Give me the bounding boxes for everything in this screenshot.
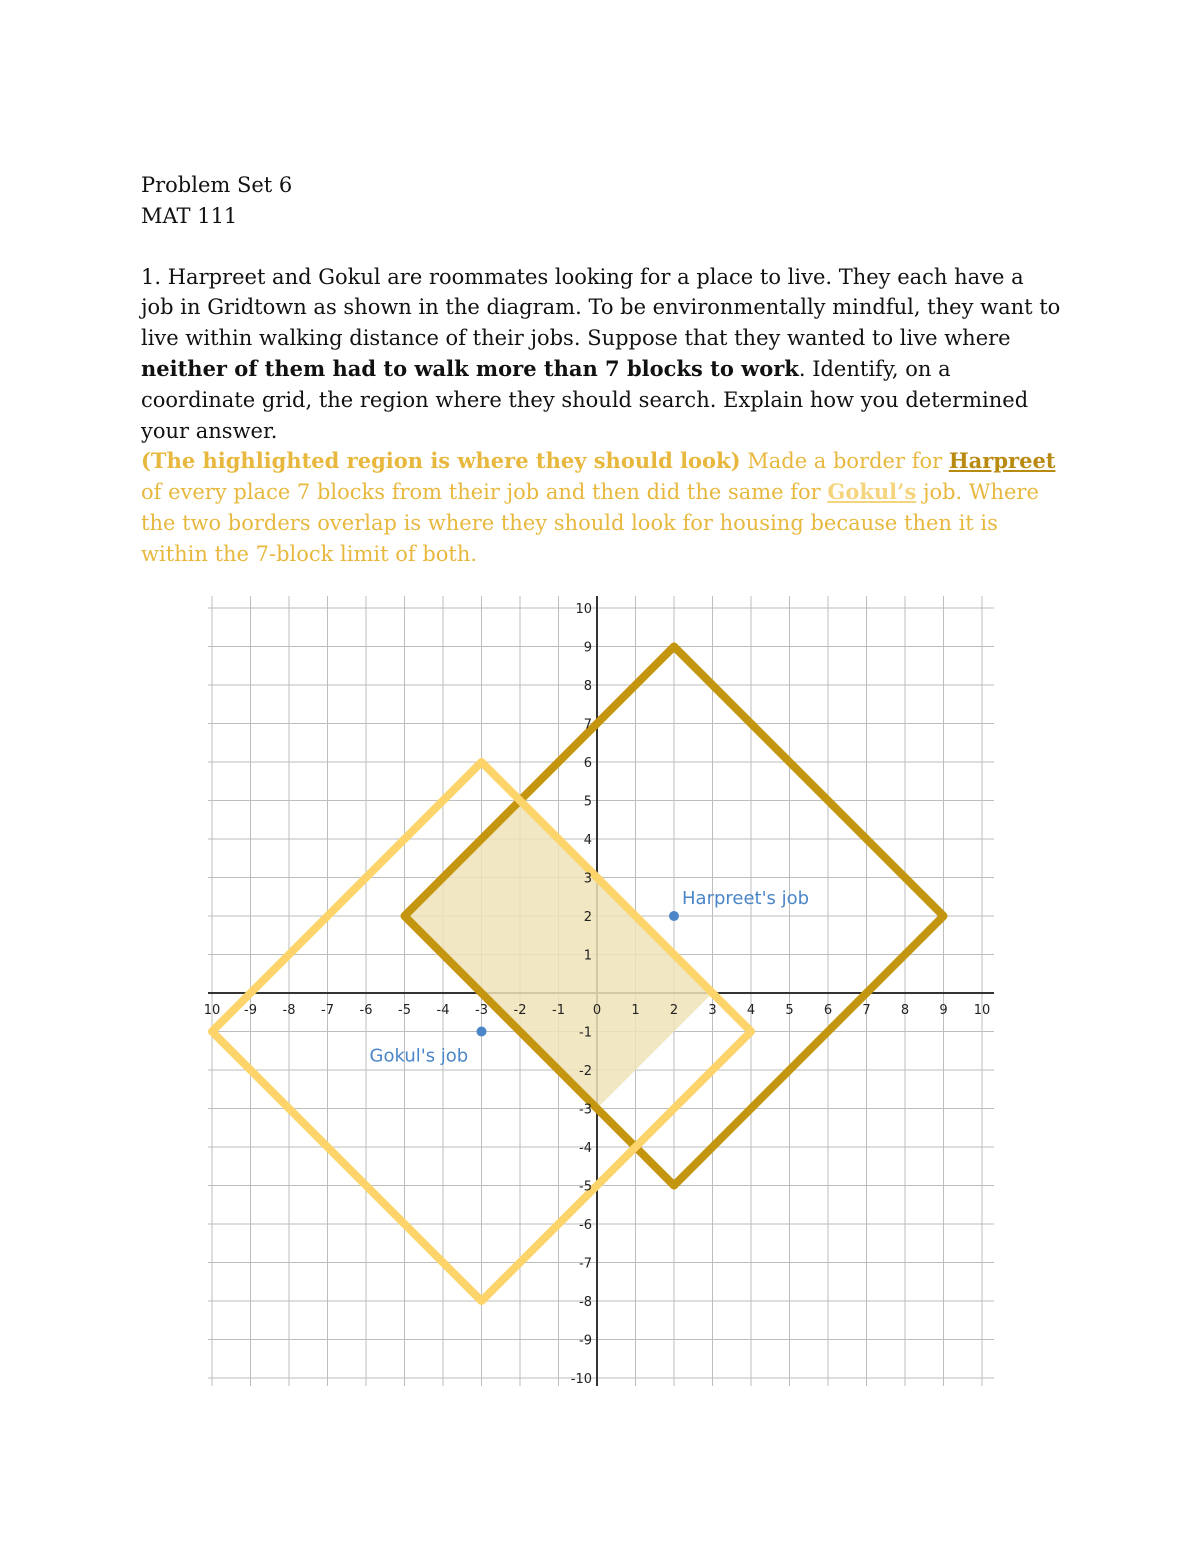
harpreet-job-label: Harpreet's job (682, 888, 810, 909)
gokul-link[interactable]: Gokul’s (827, 479, 917, 505)
y-tick-label: 8 (583, 679, 592, 694)
y-tick-label: -1 (579, 1025, 592, 1041)
gokul-job-label: Gokul's job (369, 1045, 469, 1067)
y-tick-label: 10 (575, 602, 592, 617)
problem-number: 1. (141, 264, 162, 289)
course-code: MAT 111 (141, 203, 238, 228)
y-tick-label: -4 (579, 1141, 592, 1156)
x-tick-label: -3 (475, 1003, 488, 1018)
answer-part3: job. Where the two borders overlap is where they should look for housing because then it is within the 7-block limit of both. (141, 480, 1039, 566)
y-tick-label: -8 (579, 1295, 592, 1310)
y-tick-label: -6 (579, 1218, 592, 1233)
y-tick-label: 7 (583, 717, 592, 733)
x-tick-label: 0 (592, 1003, 602, 1018)
x-tick-label: -6 (359, 1003, 373, 1018)
x-tick-label: 7 (862, 1003, 871, 1018)
x-tick-label: 3 (708, 1003, 717, 1018)
x-tick-label: 4 (746, 1003, 756, 1018)
y-tick-label: -3 (579, 1102, 592, 1118)
y-tick-label: -5 (579, 1179, 592, 1195)
y-tick-label: -7 (579, 1256, 592, 1272)
y-tick-label: 1 (583, 948, 592, 964)
x-tick-label: 8 (900, 1003, 910, 1018)
coordinate-graph (200, 596, 1000, 1386)
x-tick-label: -4 (436, 1003, 450, 1018)
x-tick-label: 9 (939, 1003, 948, 1018)
y-tick-label: 9 (583, 640, 592, 656)
answer-part2: of every place 7 blocks from their job and then did the same for (141, 480, 828, 505)
x-tick-label: 1 (631, 1003, 640, 1018)
x-tick-label: -1 (552, 1003, 565, 1018)
x-tick-label: -5 (398, 1003, 411, 1018)
y-tick-label: 3 (583, 871, 592, 887)
job-point (669, 911, 679, 921)
y-tick-label: 5 (583, 794, 592, 810)
problem-text-b: . Identify, on a coordinate grid, the region where they should search. Explain how you determined your answer. (141, 356, 1029, 443)
y-tick-label: -9 (579, 1333, 592, 1349)
x-tick-label: 10 (973, 1003, 991, 1018)
x-tick-label: 2 (669, 1003, 679, 1018)
document-body (141, 170, 1061, 570)
answer-part1: Made a border for (740, 449, 949, 474)
answer-highlight: (The highlighted region is where they should look) (141, 448, 741, 474)
problem-text-a: Harpreet and Gokul are roommates looking for a place to live. They each have a job in Gridtown as shown in the diagram. To be environmentally mindful, they want to live within walking distance of their jobs. Suppose that they wanted to live where (141, 264, 1061, 351)
problem-1 (141, 262, 1061, 447)
y-tick-label: 2 (583, 910, 592, 925)
y-tick-label: 6 (583, 756, 592, 771)
x-tick-label: -2 (513, 1003, 527, 1018)
x-tick-label: 6 (823, 1003, 833, 1018)
y-tick-label: -10 (570, 1372, 592, 1386)
x-tick-label: 5 (785, 1003, 794, 1018)
problem-bold-text: neither of them had to walk more than 7 blocks to work (141, 355, 799, 381)
answer (141, 446, 1061, 569)
x-tick-label: -9 (244, 1003, 257, 1018)
job-point (477, 1027, 487, 1037)
x-tick-label: -8 (282, 1003, 296, 1018)
x-tick-label: -7 (321, 1003, 334, 1018)
harpreet-link[interactable]: Harpreet (948, 448, 1056, 474)
doc-title: Problem Set 6 (141, 173, 293, 197)
y-tick-label: -2 (579, 1064, 592, 1079)
y-tick-label: 4 (583, 833, 592, 848)
x-tick-label: 10 (203, 1003, 221, 1018)
